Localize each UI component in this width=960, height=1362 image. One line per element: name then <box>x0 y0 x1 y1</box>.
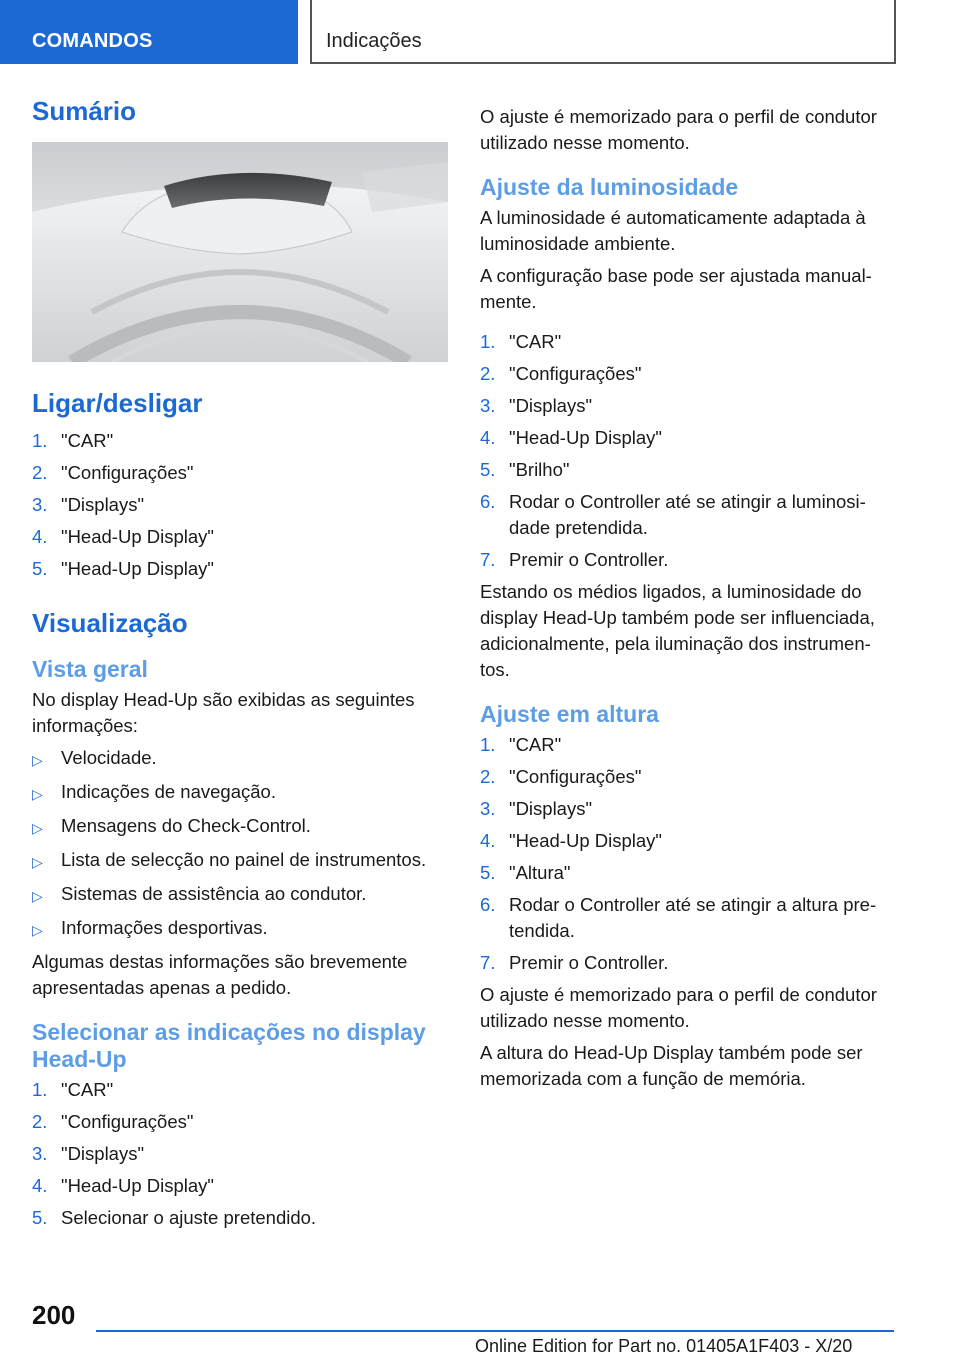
list-item <box>480 393 896 419</box>
page-number: 200 <box>32 1300 76 1330</box>
step-number: 2. <box>32 1111 48 1132</box>
list-item <box>480 796 896 822</box>
brightness-p1: A luminosidade é automaticamente adaptada à luminosidade ambiente. <box>480 207 866 254</box>
step-text: "Head-Up Display" <box>61 558 214 579</box>
step-number: 6. <box>480 894 496 915</box>
list-item <box>32 492 448 518</box>
page-title: Sumário <box>32 96 137 126</box>
step-text: "Displays" <box>509 395 593 416</box>
step-text: "Configurações" <box>509 766 642 787</box>
step-text: "Head-Up Display" <box>61 526 214 547</box>
height-heading: Ajuste em altura <box>480 701 659 727</box>
step-text: "Configurações" <box>61 462 194 483</box>
overview-note: Algumas destas informações são brevemente apresentadas apenas a pedido. <box>32 951 408 998</box>
list-item <box>32 1205 448 1231</box>
step-text: "Configurações" <box>509 363 642 384</box>
brightness-heading: Ajuste da luminosidade <box>480 174 739 200</box>
triangle-bullet-icon: ▷ <box>32 854 43 870</box>
triangle-bullet-icon: ▷ <box>32 922 43 938</box>
list-item <box>480 950 896 976</box>
step-text: "Head-Up Display" <box>509 427 662 448</box>
list-item <box>480 764 896 790</box>
page-tab: Indicações <box>310 0 896 64</box>
list-item <box>32 1173 448 1199</box>
step-number: 5. <box>480 862 496 883</box>
bullet-text: Velocidade. <box>61 747 157 768</box>
list-item <box>32 460 448 486</box>
step-text: "Brilho" <box>509 459 570 480</box>
visualization-heading: Visualização <box>32 608 188 638</box>
height-steps <box>480 732 896 976</box>
list-item <box>32 813 448 841</box>
step-text: "Altura" <box>509 862 571 883</box>
bullet-text: Mensagens do Check-Control. <box>61 815 311 836</box>
step-text: Rodar o Controller até se atingir a luminosi-dade pretendida. <box>509 491 866 538</box>
list-item <box>32 1141 448 1167</box>
step-number: 3. <box>32 494 48 515</box>
list-item <box>32 847 448 875</box>
bullet-text: Informações desportivas. <box>61 917 268 938</box>
step-text: "CAR" <box>509 331 562 352</box>
list-item <box>480 828 896 854</box>
step-text: "CAR" <box>61 430 114 451</box>
step-text: "CAR" <box>509 734 562 755</box>
list-item <box>32 745 448 773</box>
list-item <box>32 428 448 454</box>
step-text: Selecionar o ajuste pretendido. <box>61 1207 317 1228</box>
step-number: 4. <box>32 1175 48 1196</box>
list-item <box>480 329 896 355</box>
list-item <box>32 1109 448 1135</box>
step-number: 1. <box>480 331 496 352</box>
list-item <box>32 915 448 943</box>
step-number: 4. <box>480 830 496 851</box>
step-text: "Configurações" <box>61 1111 194 1132</box>
overview-heading: Vista geral <box>32 656 148 682</box>
step-number: 7. <box>480 952 496 973</box>
step-number: 3. <box>480 798 496 819</box>
step-text: Premir o Controller. <box>509 952 669 973</box>
step-text: "Displays" <box>61 494 145 515</box>
on-off-heading: Ligar/desligar <box>32 388 203 418</box>
select-heading: Selecionar as indicações no display Head-Up <box>32 1019 426 1072</box>
bullet-text: Sistemas de assistência ao condutor. <box>61 883 367 904</box>
step-number: 5. <box>32 558 48 579</box>
brightness-note: Estando os médios ligados, a luminosidade do display Head-Up também pode ser influenciada, adicionalmente, pela iluminação dos instrumen-tos. <box>480 581 875 680</box>
height-memo: O ajuste é memorizado para o perfil de condutor utilizado nesse momento. <box>480 984 877 1031</box>
list-item <box>32 881 448 909</box>
on-off-steps <box>32 428 448 582</box>
list-item <box>480 547 896 573</box>
height-memory: A altura do Head-Up Display também pode ser memorizada com a função de memória. <box>480 1042 863 1089</box>
select-steps <box>32 1077 448 1231</box>
edition-text: Online Edition for Part no. 01405A1F403 - X/20 <box>475 1336 853 1356</box>
step-number: 2. <box>480 363 496 384</box>
info-bullets <box>32 745 448 943</box>
list-item <box>32 524 448 550</box>
step-number: 1. <box>32 430 48 451</box>
step-text: "CAR" <box>61 1079 114 1100</box>
head-up-display-illustration <box>32 142 448 362</box>
list-item <box>480 425 896 451</box>
step-number: 6. <box>480 491 496 512</box>
triangle-bullet-icon: ▷ <box>32 888 43 904</box>
step-number: 4. <box>32 526 48 547</box>
step-number: 3. <box>32 1143 48 1164</box>
step-text: "Head-Up Display" <box>509 830 662 851</box>
hud-image <box>32 142 448 362</box>
page-header <box>0 0 960 66</box>
step-number: 1. <box>480 734 496 755</box>
step-text: Rodar o Controller até se atingir a altura pre-tendida. <box>509 894 877 941</box>
step-text: "Displays" <box>509 798 593 819</box>
list-item <box>32 1077 448 1103</box>
list-item <box>480 489 896 541</box>
triangle-bullet-icon: ▷ <box>32 820 43 836</box>
step-number: 3. <box>480 395 496 416</box>
overview-intro: No display Head-Up são exibidas as seguintes informações: <box>32 689 415 736</box>
bullet-text: Indicações de navegação. <box>61 781 276 802</box>
step-text: "Displays" <box>61 1143 145 1164</box>
brightness-p2: A configuração base pode ser ajustada manual-mente. <box>480 265 872 312</box>
list-item <box>480 892 896 944</box>
footer-divider <box>96 1330 894 1332</box>
list-item <box>480 457 896 483</box>
triangle-bullet-icon: ▷ <box>32 786 43 802</box>
step-number: 5. <box>480 459 496 480</box>
step-number: 2. <box>480 766 496 787</box>
list-item <box>480 732 896 758</box>
triangle-bullet-icon: ▷ <box>32 752 43 768</box>
step-number: 1. <box>32 1079 48 1100</box>
memo-top: O ajuste é memorizado para o perfil de condutor utilizado nesse momento. <box>480 106 877 153</box>
bullet-text: Lista de selecção no painel de instrumentos. <box>61 849 427 870</box>
list-item <box>32 779 448 807</box>
step-number: 2. <box>32 462 48 483</box>
right-column <box>480 104 896 1098</box>
brightness-steps <box>480 329 896 573</box>
step-number: 7. <box>480 549 496 570</box>
section-tab: COMANDOS <box>0 0 298 64</box>
step-number: 5. <box>32 1207 48 1228</box>
list-item <box>32 556 448 582</box>
left-column <box>32 96 448 1237</box>
step-text: "Head-Up Display" <box>61 1175 214 1196</box>
step-number: 4. <box>480 427 496 448</box>
step-text: Premir o Controller. <box>509 549 669 570</box>
list-item <box>480 860 896 886</box>
list-item <box>480 361 896 387</box>
